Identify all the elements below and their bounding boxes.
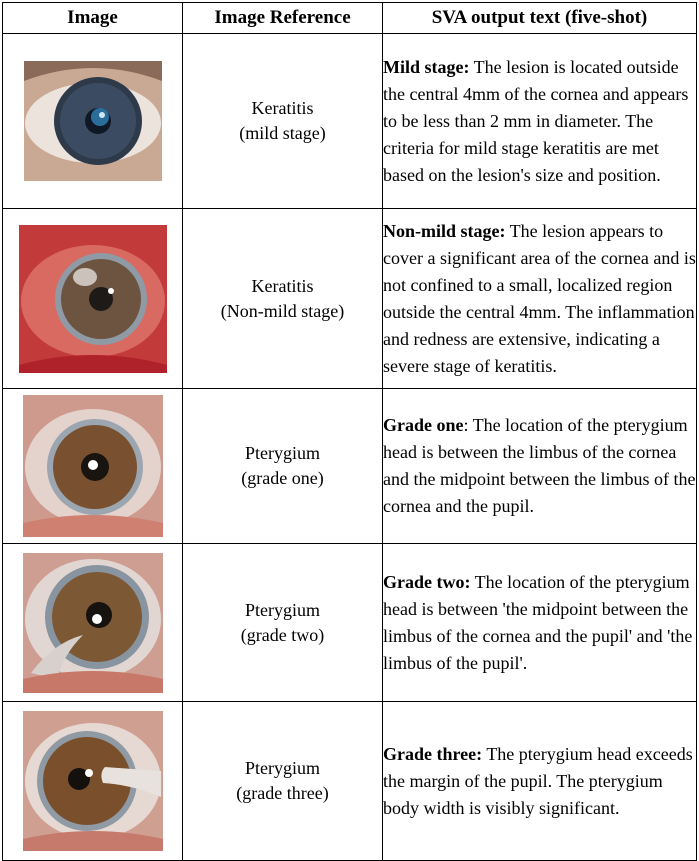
reference-line: (grade two)	[240, 624, 325, 645]
reference-line: Pterygium	[245, 443, 320, 463]
output-text: The lesion appears to cover a significant area of the cornea and is not confined to a small, localized region outside the central 4mm. The inflammation and redness are extensive, indicating a severe stage of keratitis.	[383, 220, 696, 376]
reference-cell	[183, 702, 383, 861]
reference-line: (Non-mild stage)	[220, 300, 345, 321]
eye-photo-keratitis-mild	[24, 61, 162, 181]
output-lead: Mild stage:	[383, 56, 470, 77]
reference-cell	[183, 389, 383, 544]
output-cell	[383, 209, 697, 389]
output-lead: Non-mild stage:	[383, 220, 506, 241]
image-cell	[3, 544, 183, 702]
output-cell	[383, 389, 697, 544]
image-cell	[3, 389, 183, 544]
eye-photo-keratitis-non-mild	[19, 225, 167, 373]
output-text: The pterygium head exceeds the margin of the pupil. The pterygium body width is visibly significant.	[383, 743, 693, 818]
reference-line: (mild stage)	[239, 123, 326, 143]
header-image: Image	[3, 3, 183, 34]
table-row	[3, 209, 697, 389]
reference-line: Keratitis	[251, 275, 314, 296]
results-table	[2, 2, 697, 861]
table-row	[3, 34, 697, 209]
image-cell	[3, 209, 183, 389]
output-text: : The location of the pterygium head is between the limbus of the cornea and the midpoint between the limbus of the cornea and the pupil.	[383, 415, 696, 516]
output-lead: Grade three:	[383, 743, 483, 764]
header-image-reference: Image Reference	[183, 3, 383, 34]
reference-line: Pterygium	[245, 599, 320, 620]
reference-cell	[183, 544, 383, 702]
output-lead: Grade two:	[383, 571, 471, 592]
reference-line: Pterygium	[245, 758, 320, 778]
reference-line: (grade three)	[236, 783, 329, 803]
reference-line: Keratitis	[251, 98, 314, 118]
table-row	[3, 544, 697, 702]
eye-photo-pterygium-grade-one	[23, 395, 163, 537]
image-cell	[3, 34, 183, 209]
reference-line: (grade one)	[241, 468, 324, 488]
table-row	[3, 702, 697, 861]
header-row	[3, 3, 697, 34]
output-cell	[383, 702, 697, 861]
output-text: The lesion is located outside the central 4mm of the cornea and appears to be less than 2 mm in diameter. The criteria for mild stage keratitis are met based on the lesion's size and position.	[383, 56, 689, 185]
output-cell	[383, 34, 697, 209]
table-row	[3, 389, 697, 544]
image-cell	[3, 702, 183, 861]
reference-cell	[183, 209, 383, 389]
reference-cell	[183, 34, 383, 209]
eye-photo-pterygium-grade-two	[23, 553, 163, 693]
output-text: The location of the pterygium head is between 'the midpoint between the limbus of the cornea and the pupil' and 'the limbus of the pupil'.	[383, 571, 693, 673]
header-sva-output: SVA output text (five-shot)	[383, 3, 697, 34]
output-cell	[383, 544, 697, 702]
eye-photo-pterygium-grade-three	[23, 711, 163, 851]
output-lead: Grade one	[383, 415, 464, 435]
